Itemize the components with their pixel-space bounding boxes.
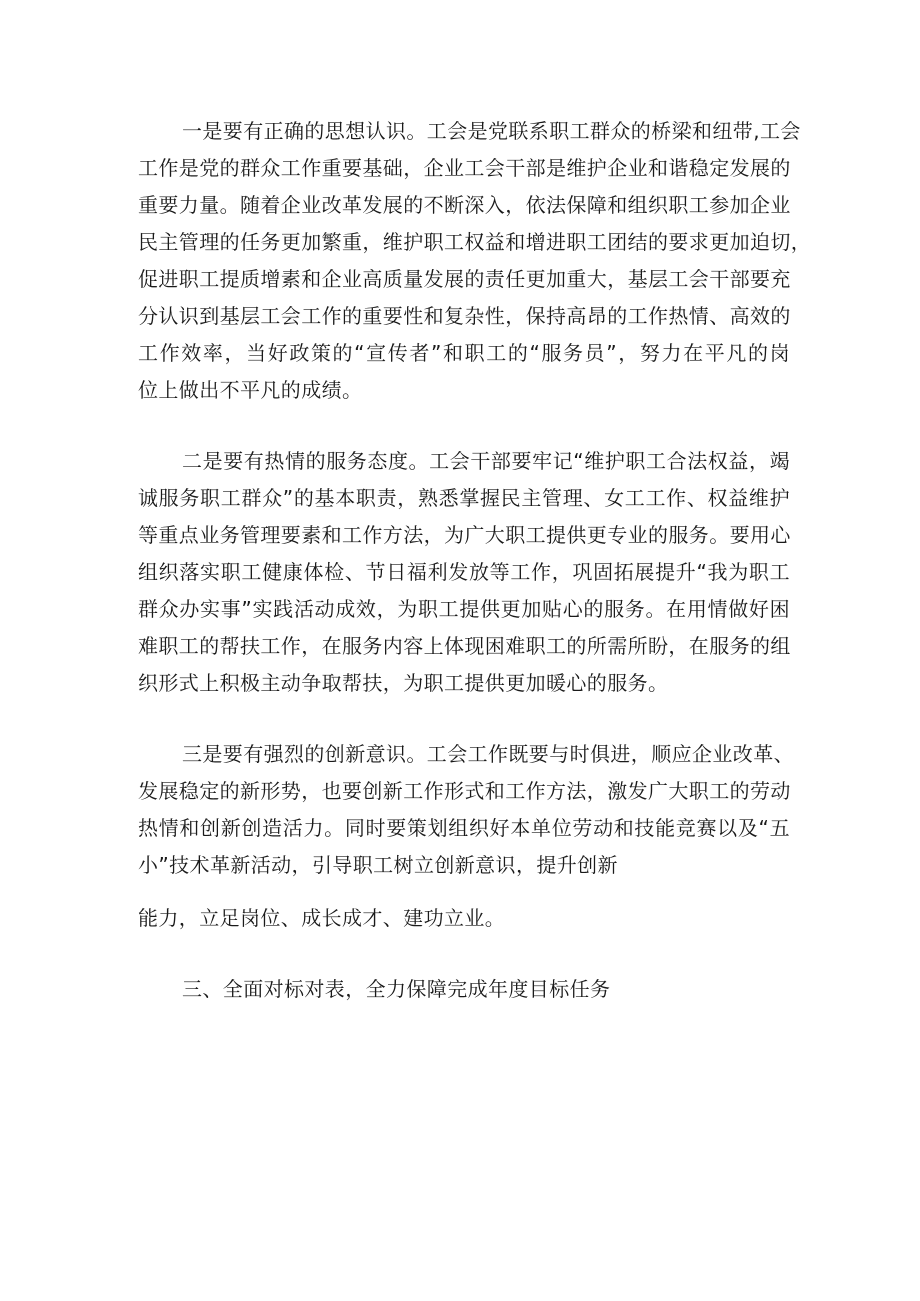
text-line: 分认识到基层工会工作的重要性和复杂性，保持高昂的工作热情、高效的 [138, 304, 791, 328]
text-line: 热情和创新创造活力。同时要策划组织好本单位劳动和技能竞赛以及“五 [138, 816, 790, 840]
text-line: 民主管理的任务更加繁重，维护职工权益和增进职工团结的要求更加迫切， [138, 230, 812, 254]
text-line: 三是要有强烈的创新意识。工会工作既要与时俱进，顺应企业改革、 [182, 742, 794, 766]
paragraph-spacer [138, 937, 790, 971]
text-line: 二是要有热情的服务态度。工会干部要牢记“维护职工合法权益，竭 [182, 449, 790, 473]
text-line: 工作是党的群众工作重要基础，企业工会干部是维护企业和谐稳定发展的 [138, 156, 791, 180]
paragraph-thought-awareness [138, 113, 812, 409]
text-line: 等重点业务管理要素和工作方法，为广大职工提供更专业的服务。要用心 [138, 523, 791, 547]
text-line: 重要力量。随着企业改革发展的不断深入，依法保障和组织职工参加企业 [138, 193, 791, 217]
section-heading-text: 三、全面对标对表，全力保障完成年度目标任务 [182, 977, 611, 1001]
text-line: 诚服务职工群众”的基本职责，熟悉掌握民主管理、女工工作、权益维护 [138, 486, 790, 510]
paragraph-spacer [138, 409, 790, 443]
paragraph-continuation [138, 900, 790, 937]
text-line: 发展稳定的新形势，也要创新工作形式和工作方法，激发广大职工的劳动 [138, 779, 791, 803]
text-line: 工作效率，当好政策的“宣传者”和职工的“服务员”，努力在平凡的岗 [138, 341, 790, 365]
paragraph-service-attitude [138, 443, 790, 702]
text-line: 一是要有正确的思想认识。工会是党联系职工群众的桥梁和纽带,工会 [182, 119, 801, 143]
text-line: 促进职工提质增素和企业高质量发展的责任更加重大，基层工会干部要充 [138, 267, 791, 291]
document-body [138, 113, 812, 1008]
text-line: 织形式上积极主动争取帮扶，为职工提供更加暖心的服务。 [138, 671, 669, 695]
text-line: 组织落实职工健康体检、节日福利发放等工作，巩固拓展提升“我为职工 [138, 560, 790, 584]
paragraph-spacer [138, 702, 790, 736]
text-line: 位上做出不平凡的成绩。 [138, 378, 363, 402]
text-line: 群众办实事”实践活动成效，为职工提供更加贴心的服务。在用情做好困 [138, 597, 790, 621]
paragraph-innovation-awareness [138, 736, 794, 884]
section-heading [138, 971, 790, 1008]
text-line: 能力，立足岗位、成长成才、建功立业。 [138, 906, 506, 930]
paragraph-spacer [138, 884, 790, 900]
text-line: 小”技术革新活动，引导职工树立创新意识，提升创新 [138, 853, 618, 877]
text-line: 难职工的帮扶工作，在服务内容上体现困难职工的所需所盼，在服务的组 [138, 634, 791, 658]
